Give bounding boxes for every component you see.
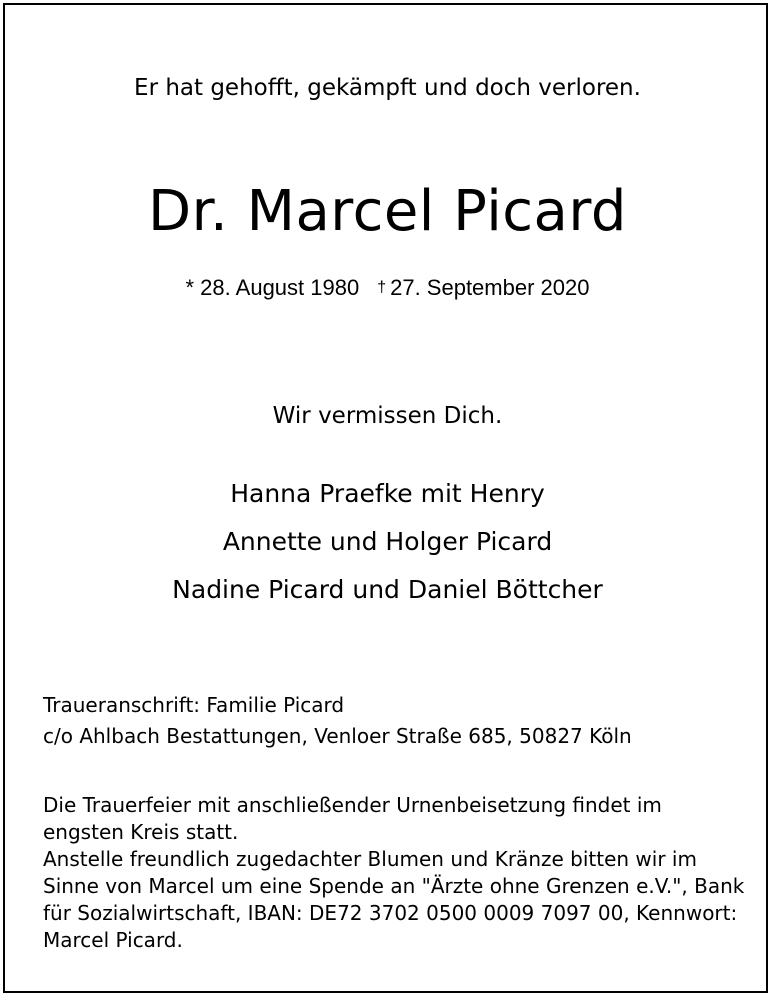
death-date: 27. September 2020	[390, 275, 590, 300]
deceased-name: Dr. Marcel Picard	[148, 179, 627, 244]
motto-text: Er hat gehofft, gekämpft und doch verloren.	[134, 75, 641, 101]
life-dates	[0, 272, 775, 304]
mourners-list	[0, 470, 775, 614]
mourner-line: Nadine Picard und Daniel Böttcher	[172, 575, 603, 604]
mourning-address	[43, 690, 743, 752]
address-line: Traueranschrift: Familie Picard	[43, 693, 345, 717]
farewell-text: Wir vermissen Dich.	[272, 403, 503, 429]
ceremony-text: Die Trauerfeier mit anschließender Urnenbeisetzung findet im engsten Kreis statt.	[43, 793, 662, 844]
mourner-line: Hanna Praefke mit Henry	[230, 479, 545, 508]
address-line: c/o Ahlbach Bestattungen, Venloer Straße 685, 50827 Köln	[43, 724, 632, 748]
mourner-line: Annette und Holger Picard	[222, 527, 553, 556]
donation-text: Anstelle freundlich zugedachter Blumen und Kränze bitten wir im Sinne von Marcel um eine Spende an "Ärzte ohne Grenzen e.V.", Bank für Sozialwirtschaft, IBAN: DE72 3702 0500 0009 7097 00, Kennwort: Marcel Picard.	[43, 847, 745, 952]
ceremony-notice	[43, 792, 748, 954]
death-cross-icon: †	[377, 279, 387, 296]
birth-date: * 28. August 1980	[185, 275, 360, 300]
